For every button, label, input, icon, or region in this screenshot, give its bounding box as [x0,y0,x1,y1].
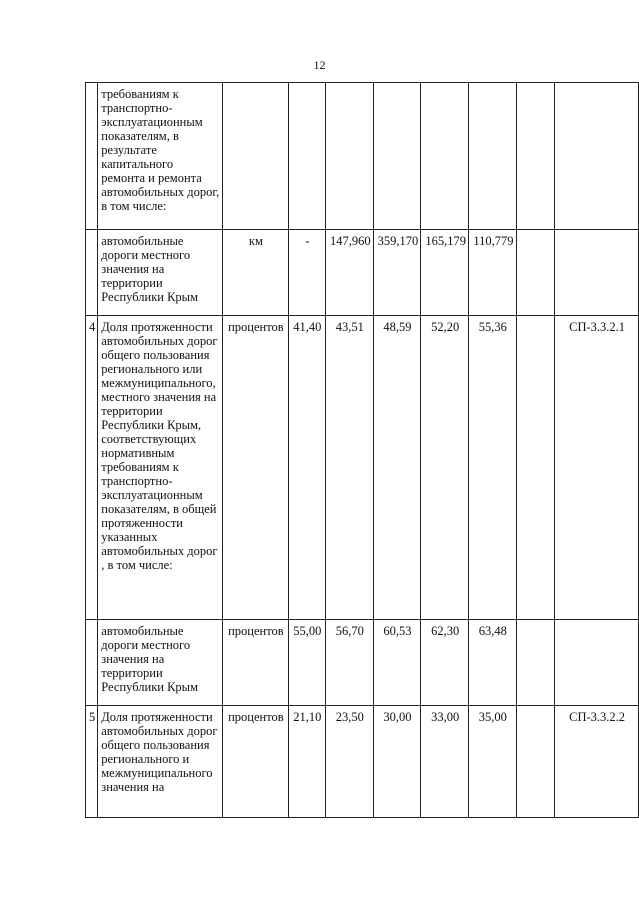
value-cell: 359,170 [373,230,421,316]
value-cell [516,83,555,230]
table-row [86,316,639,620]
row-number: 5 [86,706,98,818]
value-cell: 52,20 [421,316,469,620]
value-cell: 63,48 [468,620,516,706]
value-cell: 56,70 [325,620,373,706]
table-row [86,83,639,230]
indicators-table [85,82,639,818]
value-cell: 60,53 [373,620,421,706]
indicator-name: Доля протяженности автомобильных дорог общего пользования регионального или межмуниципального, местного значения на территории Республики Крым, соответствующих нормативным требованиям к транспортно-эксплуатационным показателям, в общей протяженности указанных автомобильных дорог , в том числе: [98,316,223,620]
value-cell: 62,30 [421,620,469,706]
row-number [86,230,98,316]
code-cell: СП-3.3.2.1 [555,316,639,620]
value-cell: 55,36 [468,316,516,620]
value-cell: 21,10 [288,706,325,818]
value-cell: 30,00 [373,706,421,818]
value-cell: 48,59 [373,316,421,620]
value-cell [516,230,555,316]
table-row [86,706,639,818]
value-cell [325,83,373,230]
unit-cell: км [223,230,289,316]
value-cell [421,83,469,230]
value-cell [468,83,516,230]
unit-cell [223,83,289,230]
value-cell [373,83,421,230]
unit-cell: процентов [223,620,289,706]
value-cell: 33,00 [421,706,469,818]
value-cell: - [288,230,325,316]
page-number: 12 [313,58,326,72]
indicator-name: требованиям к транспортно-эксплуатационным показателям, в результате капитального ремонта и ремонта автомобильных дорог, в том числе: [98,83,223,230]
code-cell [555,620,639,706]
value-cell [516,316,555,620]
value-cell: 110,779 [468,230,516,316]
table-row [86,620,639,706]
value-cell [516,706,555,818]
value-cell: 35,00 [468,706,516,818]
value-cell: 147,960 [325,230,373,316]
row-number [86,620,98,706]
code-cell [555,230,639,316]
value-cell: 43,51 [325,316,373,620]
value-cell: 41,40 [288,316,325,620]
indicator-name: Доля протяженности автомобильных дорог общего пользования регионального и межмуниципального значения на [98,706,223,818]
value-cell: 165,179 [421,230,469,316]
indicator-name: автомобильные дороги местного значения на территории Республики Крым [98,620,223,706]
code-cell: СП-3.3.2.2 [555,706,639,818]
value-cell [516,620,555,706]
table-row [86,230,639,316]
row-number [86,83,98,230]
row-number: 4 [86,316,98,620]
indicator-name: автомобильные дороги местного значения на территории Республики Крым [98,230,223,316]
unit-cell: процентов [223,706,289,818]
value-cell: 55,00 [288,620,325,706]
value-cell [288,83,325,230]
code-cell [555,83,639,230]
value-cell: 23,50 [325,706,373,818]
unit-cell: процентов [223,316,289,620]
